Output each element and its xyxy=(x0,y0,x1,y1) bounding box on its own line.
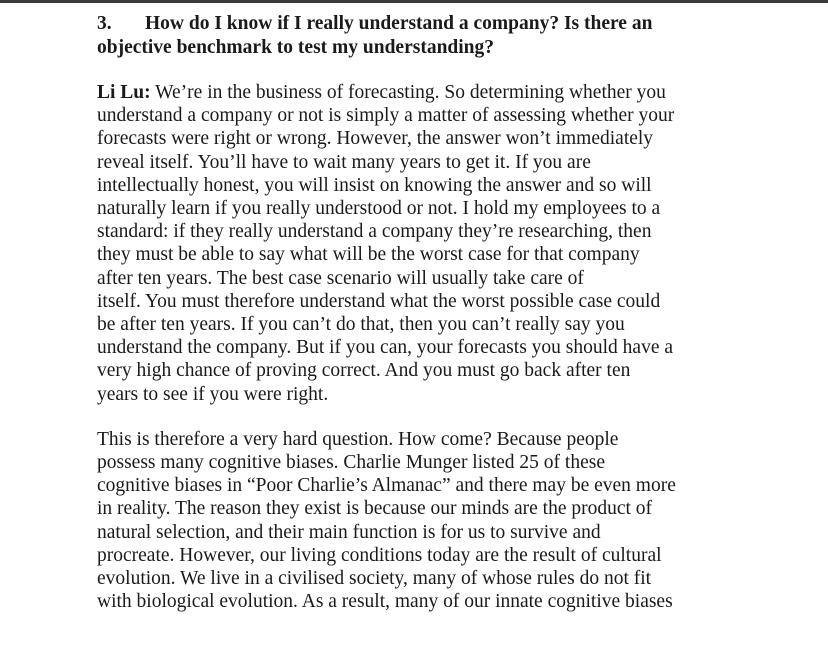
paragraph-line: after ten years. The best case scenario will usually take care of xyxy=(97,267,584,289)
paragraph-line: they must be able to say what will be the worst case for that company xyxy=(97,244,640,266)
question-number: 3. xyxy=(97,13,112,34)
answer-paragraph-1 xyxy=(97,81,817,406)
paragraph-line: procreate. However, our living conditions today are the result of cultural xyxy=(97,544,662,566)
top-border-rule xyxy=(0,0,828,3)
paragraph-line: with biological evolution. As a result, many of our innate cognitive biases xyxy=(97,591,673,613)
paragraph-line: Li Lu: We’re in the business of forecasting. So determining whether you xyxy=(97,82,666,103)
paragraph-line: naturally learn if you really understood or not. I hold my employees to a xyxy=(97,198,661,220)
paragraph-line: natural selection, and their main function is for us to survive and xyxy=(97,521,601,543)
paragraph-line: evolution. We live in a civilised society, many of whose rules do not fit xyxy=(97,568,652,590)
paragraph-line: possess many cognitive biases. Charlie Munger listed 25 of these xyxy=(97,452,605,474)
question-text-line-1: How do I know if I really understand a company? Is there an xyxy=(145,13,653,34)
paragraph-line: be after ten years. If you can’t do that, then you can’t really say you xyxy=(97,314,625,336)
speaker-name: Li Lu: xyxy=(97,82,151,103)
document-page xyxy=(97,12,817,613)
paragraph-line: cognitive biases in “Poor Charlie’s Almanac” and there may be even more xyxy=(97,475,676,497)
paragraph-line: understand a company or not is simply a matter of assessing whether your xyxy=(97,105,675,127)
answer-paragraph-2 xyxy=(97,428,817,614)
paragraph-line: forecasts were right or wrong. However, the answer won’t immediately xyxy=(97,128,654,150)
paragraph-line: understand the company. But if you can, your forecasts you should have a xyxy=(97,337,674,359)
paragraph-line: standard: if they really understand a company they’re researching, then xyxy=(97,221,652,243)
paragraph-line: intellectually honest, you will insist on knowing the answer and so will xyxy=(97,174,652,196)
paragraph-line: years to see if you were right. xyxy=(97,383,329,405)
paragraph-line: itself. You must therefore understand what the worst possible case could xyxy=(97,290,661,312)
paragraph-line: in reality. The reason they exist is because our minds are the product of xyxy=(97,498,653,520)
paragraph-line: This is therefore a very hard question. How come? Because people xyxy=(97,428,619,450)
question-heading xyxy=(97,12,817,60)
question-text-line-2: objective benchmark to test my understanding? xyxy=(97,37,495,58)
paragraph-line: very high chance of proving correct. And you must go back after ten xyxy=(97,360,631,382)
paragraph-line: reveal itself. You’ll have to wait many years to get it. If you are xyxy=(97,151,591,173)
